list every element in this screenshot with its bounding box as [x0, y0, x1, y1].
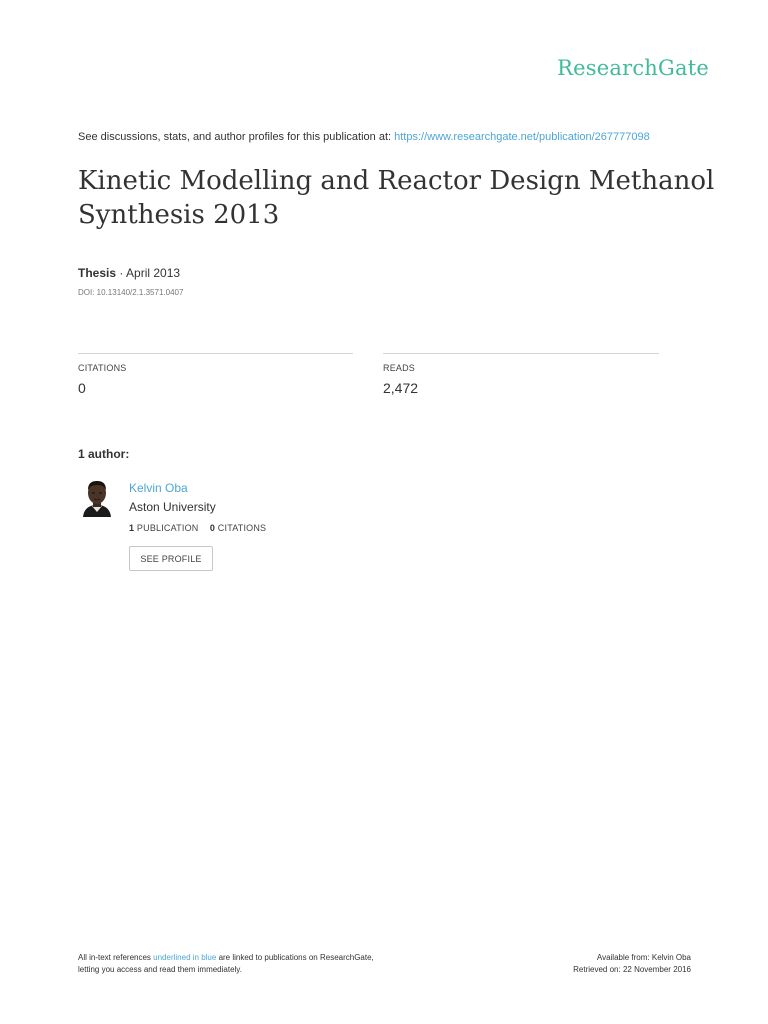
publication-date: · April 2013: [119, 266, 181, 280]
discussions-notice: [78, 131, 650, 143]
publication-type-date: [78, 266, 180, 280]
researchgate-logo[interactable]: ResearchGate: [557, 56, 709, 80]
reads-value: 2,472: [383, 380, 419, 396]
footer-note-text-2: are linked to publications on ResearchGate,: [218, 953, 374, 962]
author-citations-label: CITATIONS: [217, 523, 267, 533]
citations-value: 0: [78, 380, 86, 396]
publication-title: Kinetic Modelling and Reactor Design Methanol Synthesis 2013: [78, 166, 715, 230]
author-publications-label: PUBLICATION: [136, 523, 199, 533]
discussions-text: See discussions, stats, and author profiles for this publication at:: [78, 131, 392, 143]
footer-retrieval-info: [573, 952, 691, 976]
author-citations-count: 0: [209, 523, 216, 533]
author-photo-icon: [78, 479, 116, 517]
authors-heading: 1 author:: [78, 447, 130, 461]
footer-left-line-1: [78, 952, 374, 964]
reads-stat: [383, 353, 659, 404]
publication-doi: DOI: 10.13140/2.1.3571.0407: [78, 288, 184, 297]
footer-available-from: Available from: Kelvin Oba: [596, 953, 691, 962]
reads-label: READS: [383, 363, 416, 373]
footer-left-line-2: letting you access and read them immediately.: [78, 965, 242, 974]
author-publications-count: 1: [129, 523, 135, 533]
see-profile-button[interactable]: SEE PROFILE: [129, 546, 213, 571]
author-stats: [129, 523, 266, 533]
author-institution: Aston University: [129, 500, 216, 514]
footer-references-note: [78, 952, 374, 976]
footer-note-text: All in-text references: [78, 953, 151, 962]
publication-type: Thesis: [78, 266, 117, 280]
footer-retrieved-on: Retrieved on: 22 November 2016: [573, 965, 691, 974]
author-avatar[interactable]: [78, 479, 116, 517]
citations-label: CITATIONS: [78, 363, 127, 373]
citations-stat: [78, 353, 353, 404]
publication-link[interactable]: https://www.researchgate.net/publication/267777098: [394, 131, 650, 143]
footer-underlined-blue: underlined in blue: [153, 953, 217, 962]
author-name-link[interactable]: Kelvin Oba: [129, 481, 188, 495]
